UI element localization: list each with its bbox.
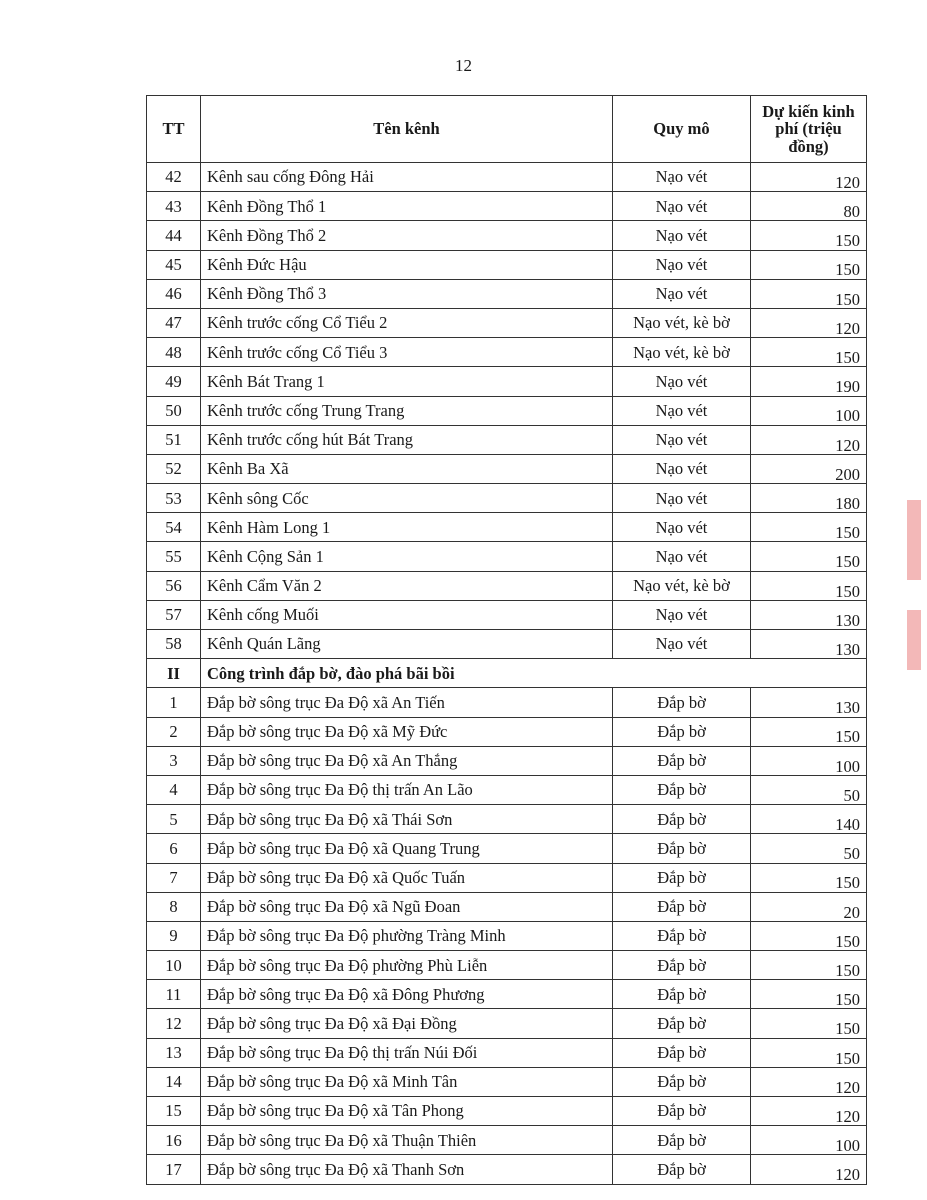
row-scale: Đắp bờ: [613, 717, 751, 746]
row-scale: Nạo vét: [613, 600, 751, 629]
row-cost: 80: [751, 192, 867, 221]
table-row: [147, 1009, 867, 1038]
row-number: 50: [147, 396, 201, 425]
header-name: Tên kênh: [201, 96, 613, 163]
table-row: [147, 1067, 867, 1096]
row-cost: 200: [751, 454, 867, 483]
row-cost: 150: [751, 250, 867, 279]
row-number: 1: [147, 688, 201, 717]
row-scale: Nạo vét: [613, 163, 751, 192]
row-number: 53: [147, 484, 201, 513]
row-cost: 120: [751, 425, 867, 454]
row-cost: 150: [751, 279, 867, 308]
row-number: 13: [147, 1038, 201, 1067]
row-cost: 100: [751, 746, 867, 775]
row-cost: 180: [751, 484, 867, 513]
row-number: 6: [147, 834, 201, 863]
row-name: Kênh Đồng Thổ 1: [201, 192, 613, 221]
row-scale: Đắp bờ: [613, 1067, 751, 1096]
row-scale: Đắp bờ: [613, 921, 751, 950]
row-cost: 120: [751, 1155, 867, 1184]
table-row: [147, 1097, 867, 1126]
row-number: 58: [147, 630, 201, 659]
row-cost: 150: [751, 717, 867, 746]
row-scale: Đắp bờ: [613, 688, 751, 717]
row-name: Kênh trước cống Cổ Tiểu 3: [201, 338, 613, 367]
row-name: Đắp bờ sông trục Đa Độ xã Quang Trung: [201, 834, 613, 863]
table-row: [147, 834, 867, 863]
row-number: 15: [147, 1097, 201, 1126]
row-scale: Đắp bờ: [613, 863, 751, 892]
row-number: 56: [147, 571, 201, 600]
table-row: [147, 951, 867, 980]
row-name: Đắp bờ sông trục Đa Độ xã An Tiến: [201, 688, 613, 717]
table-row: [147, 980, 867, 1009]
header-cost: Dự kiến kinh phí (triệu đồng): [751, 96, 867, 163]
row-name: Kênh Cẩm Văn 2: [201, 571, 613, 600]
budget-table: [146, 95, 867, 1185]
row-number: 46: [147, 279, 201, 308]
row-name: Đắp bờ sông trục Đa Độ xã Thuận Thiên: [201, 1126, 613, 1155]
row-cost: 150: [751, 980, 867, 1009]
row-scale: Đắp bờ: [613, 775, 751, 804]
row-cost: 150: [751, 542, 867, 571]
row-name: Kênh Đức Hậu: [201, 250, 613, 279]
row-scale: Đắp bờ: [613, 834, 751, 863]
table-row: [147, 279, 867, 308]
row-number: 12: [147, 1009, 201, 1038]
row-name: Kênh Hàm Long 1: [201, 513, 613, 542]
row-scale: Đắp bờ: [613, 892, 751, 921]
row-number: 57: [147, 600, 201, 629]
table-row: [147, 192, 867, 221]
row-scale: Nạo vét: [613, 221, 751, 250]
row-name: Kênh Bát Trang 1: [201, 367, 613, 396]
row-scale: Đắp bờ: [613, 1097, 751, 1126]
row-number: 16: [147, 1126, 201, 1155]
table-row: [147, 425, 867, 454]
row-name: Kênh trước cống Trung Trang: [201, 396, 613, 425]
section-number: II: [147, 659, 201, 688]
row-cost: 130: [751, 688, 867, 717]
row-name: Kênh Ba Xã: [201, 454, 613, 483]
row-scale: Nạo vét: [613, 484, 751, 513]
table-row: [147, 1155, 867, 1184]
row-name: Kênh sau cống Đông Hải: [201, 163, 613, 192]
row-number: 42: [147, 163, 201, 192]
row-cost: 50: [751, 775, 867, 804]
row-scale: Nạo vét: [613, 630, 751, 659]
row-name: Đắp bờ sông trục Đa Độ xã Thái Sơn: [201, 805, 613, 834]
row-scale: Nạo vét: [613, 425, 751, 454]
row-cost: 150: [751, 338, 867, 367]
header-tt: TT: [147, 96, 201, 163]
row-name: Đắp bờ sông trục Đa Độ xã Tân Phong: [201, 1097, 613, 1126]
row-name: Đắp bờ sông trục Đa Độ xã Mỹ Đức: [201, 717, 613, 746]
row-name: Kênh sông Cốc: [201, 484, 613, 513]
row-name: Đắp bờ sông trục Đa Độ thị trấn Núi Đối: [201, 1038, 613, 1067]
table-row: [147, 805, 867, 834]
row-name: Kênh trước cống hút Bát Trang: [201, 425, 613, 454]
row-name: Đắp bờ sông trục Đa Độ xã Đại Đồng: [201, 1009, 613, 1038]
row-number: 43: [147, 192, 201, 221]
table-row: [147, 250, 867, 279]
row-cost: 140: [751, 805, 867, 834]
table-row: [147, 688, 867, 717]
table-row: [147, 571, 867, 600]
row-scale: Nạo vét, kè bờ: [613, 338, 751, 367]
table-row: [147, 775, 867, 804]
table-row: [147, 630, 867, 659]
row-cost: 150: [751, 513, 867, 542]
row-number: 4: [147, 775, 201, 804]
row-number: 11: [147, 980, 201, 1009]
table-row: [147, 921, 867, 950]
table-row: [147, 1126, 867, 1155]
row-scale: Nạo vét, kè bờ: [613, 571, 751, 600]
row-name: Đắp bờ sông trục Đa Độ xã Quốc Tuấn: [201, 863, 613, 892]
row-name: Đắp bờ sông trục Đa Độ xã Ngũ Đoan: [201, 892, 613, 921]
table-row: [147, 221, 867, 250]
row-scale: Đắp bờ: [613, 1038, 751, 1067]
row-scale: Nạo vét: [613, 513, 751, 542]
row-scale: Nạo vét: [613, 279, 751, 308]
row-scale: Đắp bờ: [613, 951, 751, 980]
row-name: Đắp bờ sông trục Đa Độ xã Minh Tân: [201, 1067, 613, 1096]
row-number: 47: [147, 308, 201, 337]
row-name: Đắp bờ sông trục Đa Độ xã An Thắng: [201, 746, 613, 775]
row-number: 55: [147, 542, 201, 571]
row-cost: 20: [751, 892, 867, 921]
row-scale: Đắp bờ: [613, 1126, 751, 1155]
table-row: [147, 454, 867, 483]
table-row: [147, 484, 867, 513]
row-name: Kênh Quán Lãng: [201, 630, 613, 659]
section-row: [147, 659, 867, 688]
row-cost: 150: [751, 921, 867, 950]
row-number: 10: [147, 951, 201, 980]
table-header-row: [147, 96, 867, 163]
row-scale: Nạo vét: [613, 454, 751, 483]
table-row: [147, 513, 867, 542]
row-number: 52: [147, 454, 201, 483]
section-ii: [147, 659, 867, 688]
row-number: 17: [147, 1155, 201, 1184]
row-number: 5: [147, 805, 201, 834]
row-cost: 120: [751, 1067, 867, 1096]
row-scale: Nạo vét: [613, 250, 751, 279]
table-row: [147, 308, 867, 337]
row-scale: Nạo vét: [613, 396, 751, 425]
scan-stain: [907, 500, 921, 580]
table-row: [147, 542, 867, 571]
row-scale: Nạo vét: [613, 367, 751, 396]
row-number: 9: [147, 921, 201, 950]
row-name: Đắp bờ sông trục Đa Độ phường Tràng Minh: [201, 921, 613, 950]
row-scale: Nạo vét: [613, 542, 751, 571]
embankment-rows: [147, 688, 867, 1184]
row-name: Đắp bờ sông trục Đa Độ thị trấn An Lão: [201, 775, 613, 804]
row-scale: Nạo vét, kè bờ: [613, 308, 751, 337]
row-number: 45: [147, 250, 201, 279]
header-scale: Quy mô: [613, 96, 751, 163]
row-cost: 120: [751, 1097, 867, 1126]
row-cost: 100: [751, 396, 867, 425]
table-row: [147, 746, 867, 775]
row-number: 48: [147, 338, 201, 367]
row-cost: 120: [751, 163, 867, 192]
row-scale: Đắp bờ: [613, 980, 751, 1009]
row-number: 8: [147, 892, 201, 921]
table-row: [147, 717, 867, 746]
row-name: Kênh Đồng Thổ 3: [201, 279, 613, 308]
row-number: 2: [147, 717, 201, 746]
row-cost: 150: [751, 221, 867, 250]
section-title: Công trình đắp bờ, đào phá bãi bồi: [201, 659, 867, 688]
row-scale: Đắp bờ: [613, 1155, 751, 1184]
row-cost: 150: [751, 1038, 867, 1067]
table-row: [147, 396, 867, 425]
table-row: [147, 863, 867, 892]
row-number: 54: [147, 513, 201, 542]
row-cost: 150: [751, 571, 867, 600]
row-cost: 190: [751, 367, 867, 396]
row-number: 3: [147, 746, 201, 775]
table-row: [147, 1038, 867, 1067]
row-cost: 120: [751, 308, 867, 337]
row-name: Kênh cống Muối: [201, 600, 613, 629]
row-cost: 100: [751, 1126, 867, 1155]
row-scale: Đắp bờ: [613, 746, 751, 775]
row-cost: 50: [751, 834, 867, 863]
row-number: 44: [147, 221, 201, 250]
row-scale: Đắp bờ: [613, 805, 751, 834]
row-name: Kênh Cộng Sản 1: [201, 542, 613, 571]
row-name: Đắp bờ sông trục Đa Độ xã Đông Phương: [201, 980, 613, 1009]
row-cost: 130: [751, 600, 867, 629]
row-cost: 150: [751, 1009, 867, 1038]
row-scale: Nạo vét: [613, 192, 751, 221]
table-row: [147, 367, 867, 396]
row-scale: Đắp bờ: [613, 1009, 751, 1038]
page-number: 12: [455, 56, 472, 75]
table-row: [147, 600, 867, 629]
table-row: [147, 338, 867, 367]
row-cost: 130: [751, 630, 867, 659]
row-number: 49: [147, 367, 201, 396]
row-cost: 150: [751, 863, 867, 892]
row-cost: 150: [751, 951, 867, 980]
canal-rows: [147, 163, 867, 659]
row-name: Kênh Đồng Thổ 2: [201, 221, 613, 250]
table-row: [147, 892, 867, 921]
scan-stain: [907, 610, 921, 670]
row-number: 7: [147, 863, 201, 892]
row-number: 14: [147, 1067, 201, 1096]
row-name: Đắp bờ sông trục Đa Độ phường Phù Liễn: [201, 951, 613, 980]
row-name: Đắp bờ sông trục Đa Độ xã Thanh Sơn: [201, 1155, 613, 1184]
row-number: 51: [147, 425, 201, 454]
row-name: Kênh trước cống Cổ Tiểu 2: [201, 308, 613, 337]
table-row: [147, 163, 867, 192]
